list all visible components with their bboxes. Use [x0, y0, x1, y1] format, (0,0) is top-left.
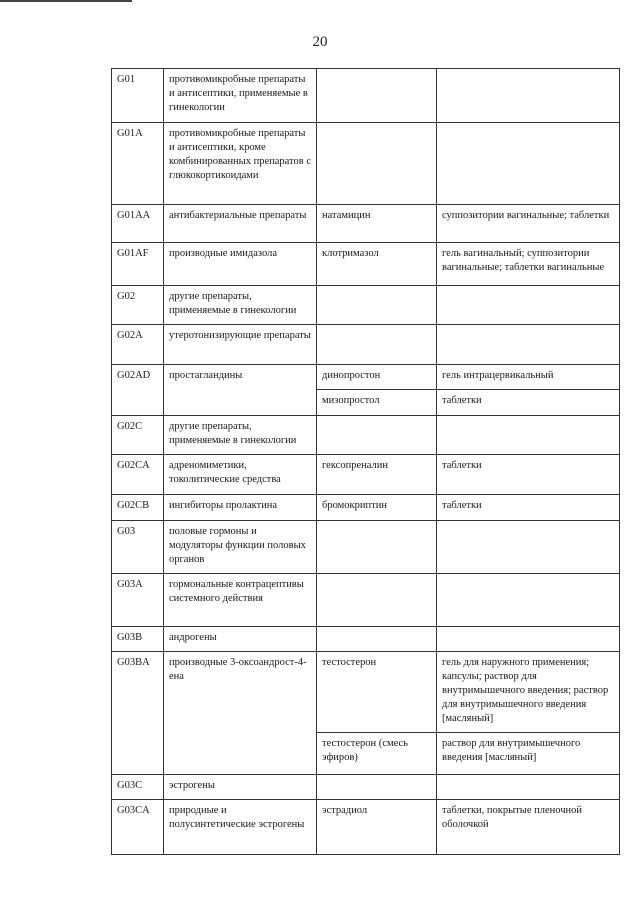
table-row: [112, 69, 620, 123]
dosage-form: [437, 123, 620, 205]
atc-code: G02CA: [112, 455, 164, 495]
drug-name: [317, 521, 437, 574]
group-name: производные имидазола: [164, 243, 317, 286]
drug-name: [317, 775, 437, 800]
atc-code: G03B: [112, 627, 164, 652]
table-row: [112, 416, 620, 455]
group-name: противомикробные препараты и антисептики, кроме комбинированных препаратов с глюкокортикоидами: [164, 123, 317, 205]
dosage-form: суппозитории вагинальные; таблетки: [437, 205, 620, 243]
drug-name: [317, 286, 437, 325]
drug-name: натамицин: [317, 205, 437, 243]
dosage-form: таблетки, покрытые пленочной оболочкой: [437, 800, 620, 855]
group-name: гормональные контрацептивы системного действия: [164, 574, 317, 627]
atc-table: [111, 68, 620, 855]
group-name: природные и полусинтетические эстрогены: [164, 800, 317, 855]
dosage-form: таблетки: [437, 390, 620, 416]
dosage-form: гель вагинальный; суппозитории вагинальные; таблетки вагинальные: [437, 243, 620, 286]
atc-code: G02C: [112, 416, 164, 455]
group-name: утеротонизирующие препараты: [164, 325, 317, 365]
drug-name: мизопростол: [317, 390, 437, 416]
drug-name: бромокриптин: [317, 495, 437, 521]
group-name: ингибиторы пролактина: [164, 495, 317, 521]
atc-code: G01AA: [112, 205, 164, 243]
table-row: [112, 521, 620, 574]
dosage-form: таблетки: [437, 495, 620, 521]
table-row: [112, 123, 620, 205]
dosage-form: гель интрацервикальный: [437, 365, 620, 390]
drug-name: [317, 325, 437, 365]
table-row: [112, 800, 620, 855]
atc-code: G02A: [112, 325, 164, 365]
dosage-form: [437, 286, 620, 325]
table-row: [112, 325, 620, 365]
atc-code: G02: [112, 286, 164, 325]
group-name: эстрогены: [164, 775, 317, 800]
table-row: [112, 365, 620, 390]
drug-name: [317, 627, 437, 652]
group-name: противомикробные препараты и антисептики, применяемые в гинекологии: [164, 69, 317, 123]
table-row: [112, 627, 620, 652]
atc-code: G02CB: [112, 495, 164, 521]
atc-code: G03A: [112, 574, 164, 627]
table-row: [112, 455, 620, 495]
table-row: [112, 652, 620, 733]
atc-code: G01A: [112, 123, 164, 205]
dosage-form: таблетки: [437, 455, 620, 495]
dosage-form: [437, 627, 620, 652]
drug-name: [317, 574, 437, 627]
dosage-form: [437, 325, 620, 365]
dosage-form: [437, 775, 620, 800]
dosage-form: [437, 521, 620, 574]
drug-name: эстрадиол: [317, 800, 437, 855]
drug-name: динопростон: [317, 365, 437, 390]
drug-name: гексопреналин: [317, 455, 437, 495]
group-name: другие препараты, применяемые в гинекологии: [164, 286, 317, 325]
table-row: [112, 495, 620, 521]
atc-code: G03CA: [112, 800, 164, 855]
top-rule: [0, 0, 132, 2]
dosage-form: [437, 416, 620, 455]
dosage-form: [437, 69, 620, 123]
group-name: адреномиметики, токолитические средства: [164, 455, 317, 495]
drug-name: тестостерон (смесь эфиров): [317, 733, 437, 775]
table-row: [112, 775, 620, 800]
group-name: производные 3-оксоандрост-4-ена: [164, 652, 317, 775]
atc-code: G03: [112, 521, 164, 574]
table-row: [112, 286, 620, 325]
drug-name: [317, 123, 437, 205]
group-name: андрогены: [164, 627, 317, 652]
dosage-form: [437, 574, 620, 627]
atc-code: G03BA: [112, 652, 164, 775]
drug-name: [317, 416, 437, 455]
drug-name: [317, 69, 437, 123]
group-name: простагландины: [164, 365, 317, 416]
atc-code: G02AD: [112, 365, 164, 416]
drug-name: тестостерон: [317, 652, 437, 733]
dosage-form: гель для наружного применения; капсулы; раствор для внутримышечного введения; раствор для внутримышечного введения [масляный]: [437, 652, 620, 733]
group-name: другие препараты, применяемые в гинекологии: [164, 416, 317, 455]
table-row: [112, 574, 620, 627]
drug-name: клотримазол: [317, 243, 437, 286]
atc-code: G03C: [112, 775, 164, 800]
table-row: [112, 243, 620, 286]
group-name: половые гормоны и модуляторы функции половых органов: [164, 521, 317, 574]
group-name: антибактериальные препараты: [164, 205, 317, 243]
table-row: [112, 205, 620, 243]
atc-code: G01: [112, 69, 164, 123]
atc-code: G01AF: [112, 243, 164, 286]
page-number: 20: [312, 34, 328, 50]
dosage-form: раствор для внутримышечного введения [масляный]: [437, 733, 620, 775]
